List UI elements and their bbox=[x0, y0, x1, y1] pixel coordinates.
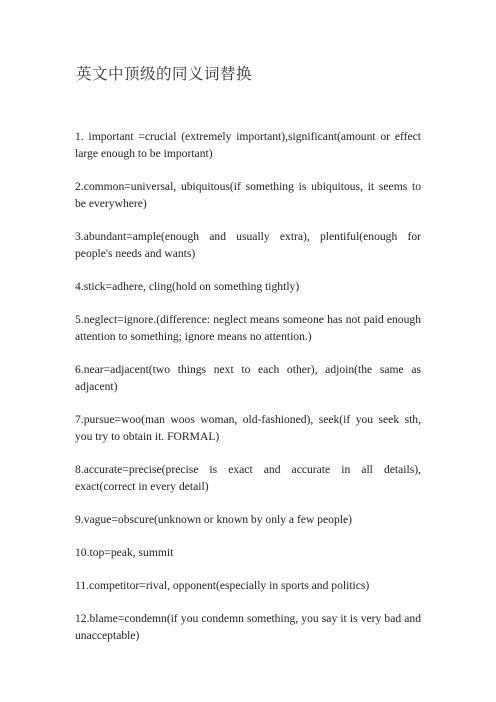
list-item: 10.top=peak, summit bbox=[75, 546, 174, 559]
list-item: 1. important =crucial (extremely important),significant(amount or effect large enough to be important) bbox=[75, 130, 421, 160]
list-item: 2.common=universal, ubiquitous(if something is ubiquitous, it seems to be everywhere) bbox=[75, 180, 421, 210]
list-item: 9.vague=obscure(unknown or known by only a few people) bbox=[75, 513, 352, 526]
list-item: 12.blame=condemn(if you condemn something, you say it is very bad and unacceptable) bbox=[75, 612, 421, 642]
list-item: 4.stick=adhere, cling(hold on something tightly) bbox=[75, 280, 300, 293]
list-item: 8.accurate=precise(precise is exact and accurate in all details), exact(correct in every detail) bbox=[75, 463, 421, 493]
document-title: 英文中顶级的同义词替换 bbox=[76, 65, 253, 83]
list-item: 3.abundant=ample(enough and usually extra), plentiful(enough for people's needs and wants) bbox=[75, 230, 421, 260]
list-item: 6.near=adjacent(two things next to each other), adjoin(the same as adjacent) bbox=[75, 363, 421, 393]
synonym-list bbox=[75, 128, 421, 660]
list-item: 7.pursue=woo(man woos woman, old-fashioned), seek(if you seek sth, you try to obtain it. FORMAL) bbox=[75, 413, 421, 443]
list-item: 5.neglect=ignore.(difference: neglect means someone has not paid enough attention to something; ignore means no attention.) bbox=[75, 313, 421, 343]
list-item: 11.competitor=rival, opponent(especially in sports and politics) bbox=[75, 579, 370, 592]
